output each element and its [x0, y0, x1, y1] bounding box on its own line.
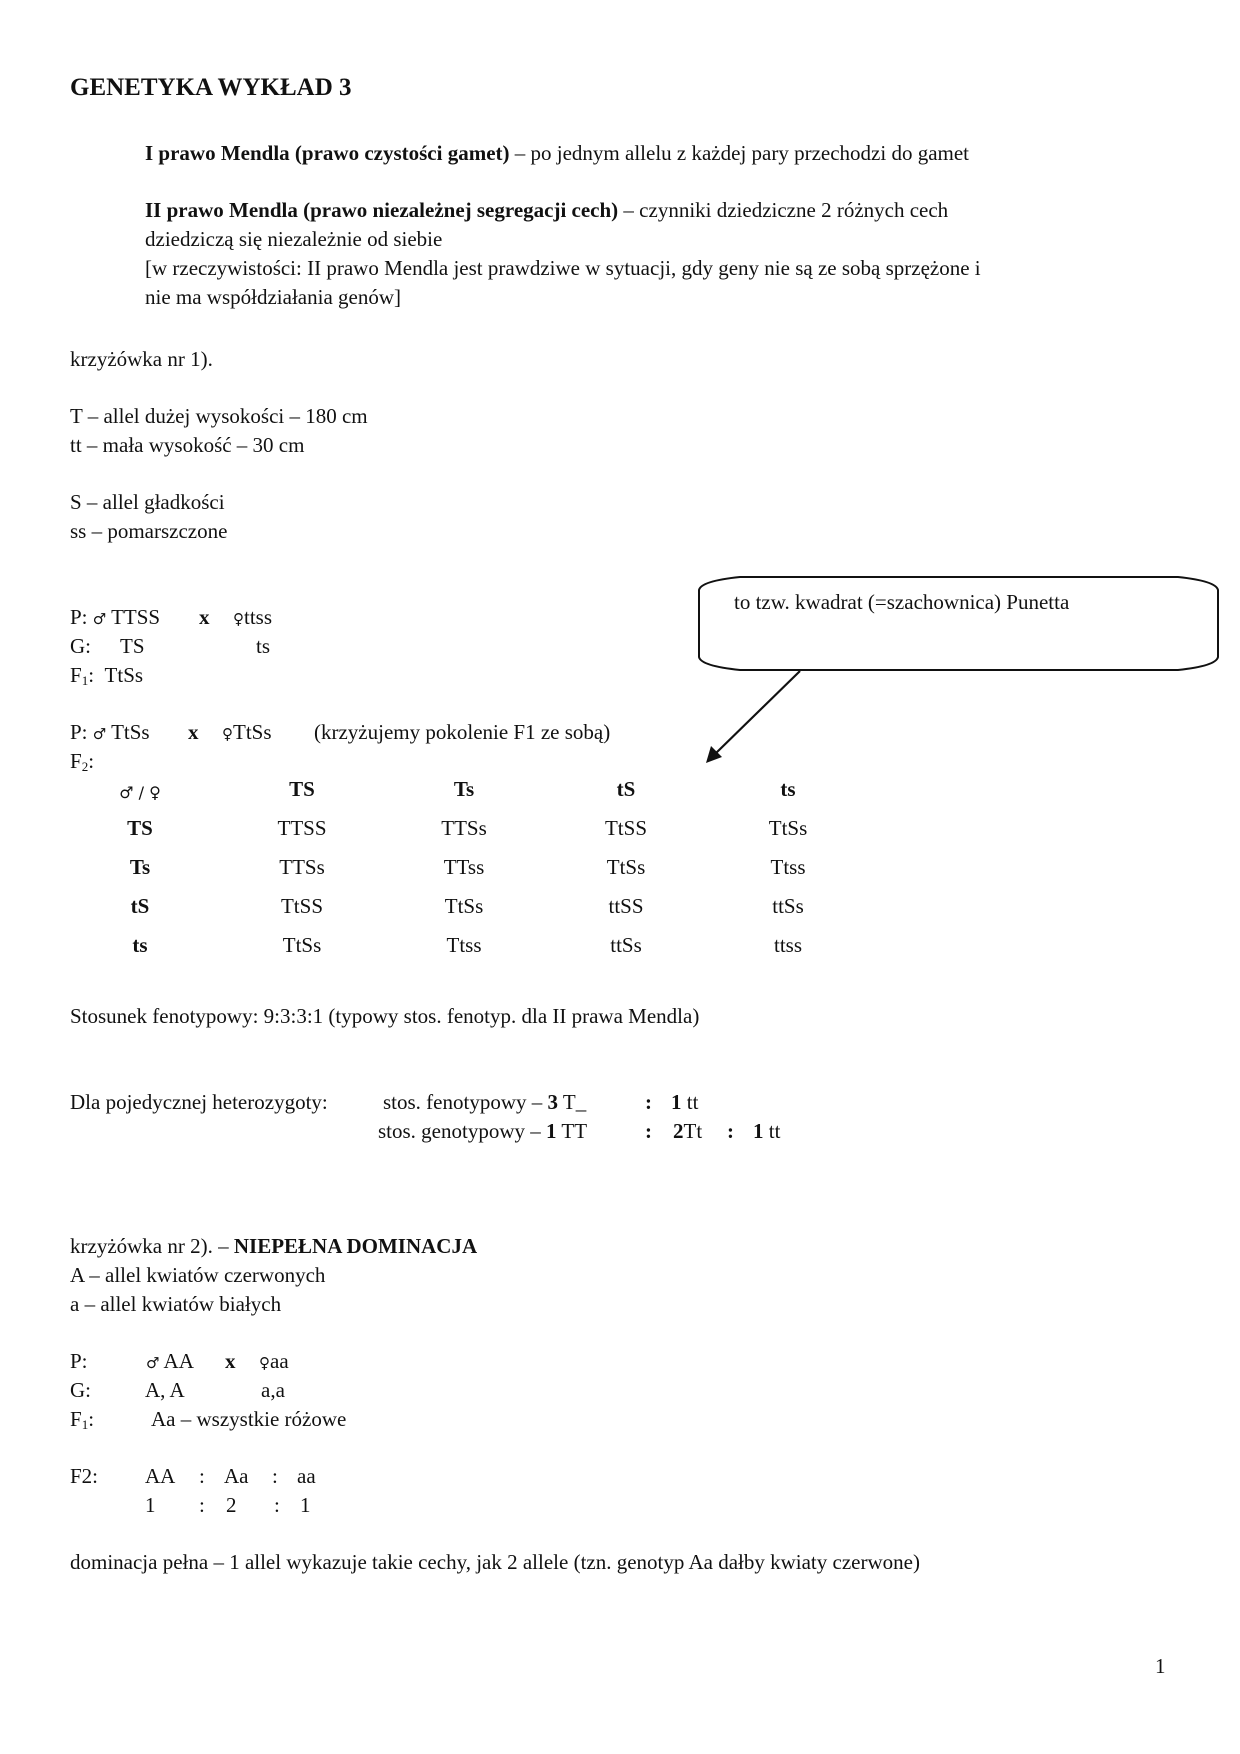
cross-x-2: x	[188, 720, 199, 744]
row-header: tS	[130, 894, 150, 918]
punnett-cell: ttSS	[608, 894, 644, 918]
geno-sep1: :	[645, 1119, 652, 1143]
punnett-cell: TtSS	[280, 894, 324, 918]
cross2-female-genotype: aa	[270, 1349, 289, 1373]
cross2-f1-label	[70, 1407, 94, 1431]
cross2-x: x	[225, 1349, 236, 1373]
punnett-cell: TtSs	[444, 894, 484, 918]
cross2-g-male: A, A	[145, 1378, 185, 1402]
punnett-cell: TTSs	[279, 855, 325, 879]
punnett-cell: ttSs	[772, 894, 804, 918]
row-header: ts	[132, 933, 148, 957]
page-number: 1	[1155, 1654, 1166, 1678]
column-header: tS	[616, 777, 636, 801]
pheno-ratio	[383, 1090, 586, 1114]
parent-male: TTSS	[106, 605, 161, 629]
female-icon: ♀	[233, 610, 244, 628]
cross2-f1-F: F	[70, 1407, 82, 1431]
f2-ratio-value: 1	[145, 1493, 156, 1517]
callout-text: to tzw. kwadrat (=szachownica) Punetta	[734, 590, 1070, 614]
geno-n2: 2	[673, 1119, 684, 1143]
second-law-cont: dziedziczą się niezależnie od siebie	[145, 227, 443, 251]
f2-ratio-value: 1	[300, 1493, 311, 1517]
cross2-p-label: P:	[70, 1349, 88, 1373]
allele-tt: tt – mała wysokość – 30 cm	[70, 433, 305, 457]
punnett-cell: TtSs	[282, 933, 322, 957]
second-law-note-cont: nie ma współdziałania genów]	[145, 285, 401, 309]
column-header: Ts	[453, 777, 475, 801]
pheno-g1: T_	[558, 1090, 587, 1114]
geno-n2-wrap	[673, 1119, 702, 1143]
column-header: ts	[780, 777, 796, 801]
cross2-f1-value: Aa – wszystkie różowe	[151, 1407, 347, 1431]
pheno-g2: tt	[681, 1090, 699, 1114]
geno-n3: 1	[753, 1119, 764, 1143]
allele-ss: ss – pomarszczone	[70, 519, 228, 543]
punnett-cell: TtSS	[604, 816, 648, 840]
gametes-label: G:	[70, 634, 91, 658]
f1-value: TtSs	[104, 663, 144, 687]
cross1-heading: krzyżówka nr 1).	[70, 347, 213, 371]
punnett-cell: ttSs	[610, 933, 642, 957]
female-icon: ♀	[222, 725, 233, 743]
cross2-g-female: a,a	[261, 1378, 285, 1402]
arrow-line	[714, 671, 800, 755]
geno-g3: tt	[763, 1119, 781, 1143]
f1-sub: 1	[81, 673, 89, 688]
cross2-p-male	[146, 1349, 194, 1375]
document-title: GENETYKA WYKŁAD 3	[70, 74, 352, 101]
geno-sep2: :	[727, 1119, 734, 1143]
first-law-text: – po jednym allelu z każdej pary przechodzi do gamet	[509, 141, 970, 165]
f2-genotype: Aa	[224, 1464, 249, 1488]
f1-colon: :	[88, 663, 95, 687]
punnett-cell: Ttss	[446, 933, 482, 957]
p2-male: TtSs	[106, 720, 150, 744]
geno-n1: 1	[546, 1119, 557, 1143]
p2-note: (krzyżujemy pokolenie F1 ze sobą)	[314, 720, 611, 744]
second-law-text: – czynniki dziedziczne 2 różnych cech	[618, 198, 949, 222]
cross2-male-genotype: AA	[159, 1349, 194, 1373]
f2-sep: :	[199, 1464, 205, 1488]
geno-n3-wrap	[753, 1119, 780, 1143]
pheno-n2: 1	[671, 1090, 682, 1114]
cross2-f2-label: F2:	[70, 1464, 99, 1488]
f2-label: F	[70, 749, 82, 773]
allele-S: S – allel gładkości	[70, 490, 225, 514]
f2-colon: :	[88, 749, 95, 773]
cross2-p-female	[259, 1349, 289, 1375]
cross2-heading-text: krzyżówka nr 2). –	[70, 1234, 234, 1258]
parent-female: ttss	[244, 605, 273, 629]
f2-genotype: aa	[297, 1464, 316, 1488]
cross2-heading-bold: NIEPEŁNA DOMINACJA	[233, 1234, 478, 1258]
female-icon: ♀	[259, 1354, 270, 1372]
allele-a: a – allel kwiatów białych	[70, 1292, 282, 1316]
row-header: Ts	[129, 855, 151, 879]
f2-genotype: AA	[145, 1464, 176, 1488]
geno-g2: Tt	[683, 1119, 703, 1143]
f1-label: F	[70, 663, 82, 687]
male-icon: ♂	[92, 610, 107, 628]
punnett-corner: ♂ / ♀	[119, 783, 161, 802]
cross2-heading	[70, 1234, 477, 1258]
gamete-female: ts	[256, 634, 271, 658]
second-law-name: II prawo Mendla (prawo niezależnej segregacji cech)	[145, 198, 619, 222]
p2-label: P:	[70, 720, 88, 744]
f2-ratio-value: 2	[226, 1493, 237, 1517]
punnett-cell: TTSs	[441, 816, 487, 840]
pheno-label: stos. fenotypowy –	[383, 1090, 548, 1114]
f2-ratio-sep: :	[199, 1493, 205, 1517]
allele-T: T – allel dużej wysokości – 180 cm	[70, 404, 368, 428]
column-header: TS	[289, 777, 315, 801]
f2-sep: :	[272, 1464, 278, 1488]
geno-label: stos. genotypowy –	[378, 1119, 546, 1143]
gamete-male: TS	[120, 634, 145, 658]
cross2-g-label: G:	[70, 1378, 91, 1402]
cross2-f1-sub: 1	[81, 1417, 89, 1432]
punnett-cell: TTSS	[277, 816, 327, 840]
male-icon: ♂	[92, 725, 107, 743]
male-icon: ♂	[146, 1354, 160, 1372]
p-label: P:	[70, 605, 88, 629]
punnett-cell: TTss	[443, 855, 485, 879]
allele-A: A – allel kwiatów czerwonych	[70, 1263, 326, 1287]
full-dominance-note: dominacja pełna – 1 allel wykazuje takie cechy, jak 2 allele (tzn. genotyp Aa dałby kwiaty czerwone)	[70, 1550, 920, 1574]
f2-ratio-sep: :	[274, 1493, 280, 1517]
f2-sub: 2	[81, 759, 89, 774]
pheno-n2-wrap	[671, 1090, 698, 1114]
cross2-f1-colon: :	[88, 1407, 95, 1431]
geno-g1: TT	[556, 1119, 588, 1143]
phenotypic-ratio: Stosunek fenotypowy: 9:3:3:1 (typowy stos. fenotyp. dla II prawa Mendla)	[70, 1004, 700, 1028]
second-law-note: [w rzeczywistości: II prawo Mendla jest prawdziwe w sytuacji, gdy geny nie są ze sobą sprzężone i	[145, 256, 981, 280]
single-het-label: Dla pojedycznej heterozygoty:	[70, 1090, 328, 1114]
pheno-sep: :	[645, 1090, 652, 1114]
pheno-n1: 3	[547, 1090, 558, 1114]
first-law-name: I prawo Mendla (prawo czystości gamet)	[145, 141, 510, 165]
p2-female: TtSs	[233, 720, 272, 744]
geno-ratio	[378, 1119, 587, 1143]
punnett-cell: ttss	[773, 933, 803, 957]
row-header: TS	[127, 816, 153, 840]
punnett-cell: TtSs	[606, 855, 646, 879]
punnett-cell: Ttss	[770, 855, 806, 879]
cross-x: x	[199, 605, 210, 629]
punnett-cell: TtSs	[768, 816, 808, 840]
